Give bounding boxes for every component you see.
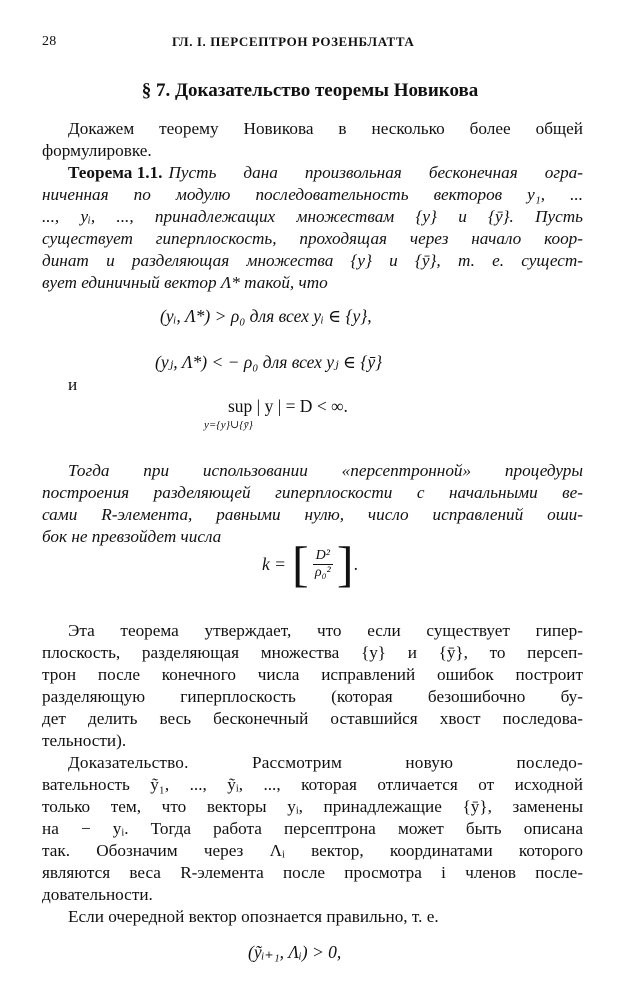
formula-k	[262, 536, 358, 592]
page-number: 28	[42, 34, 57, 49]
remark-line: дет делить весь бесконечный оставшийся хвост последова-	[42, 709, 583, 728]
proof-line: Доказательство. Рассмотрим новую последо-	[68, 753, 583, 772]
formula-sup: sup | y | = D < ∞.	[228, 396, 348, 416]
conclusion-line: Тогда при использовании «персептронной» процедуры	[68, 461, 583, 480]
formula-k-lhs: k =	[262, 553, 286, 574]
theorem-first-line	[68, 162, 583, 184]
remark-line: тельности).	[42, 731, 127, 750]
section-title: § 7. Доказательство теоремы Новикова	[141, 80, 479, 101]
proof-line: так. Обозначим через Λᵢ вектор, координатами которого	[42, 841, 583, 860]
conclusion-line: бок не превзойдет числа	[42, 527, 222, 546]
formula-k-end: .	[353, 553, 358, 574]
proof-line: только тем, что векторы yᵢ, принадлежащие {ȳ}, заменены	[42, 797, 583, 816]
theorem-line: существует гиперплоскость, проходящая через начало коор-	[42, 229, 583, 248]
proof-line: являются веса R-элемента после просмотра i членов после-	[42, 863, 583, 882]
remark-line: плоскость, разделяющая множества {y} и {ȳ}, то персеп-	[42, 643, 583, 662]
theorem-text: Пусть дана произвольная бесконечная огра-	[168, 163, 583, 182]
formula-sup-subscript: y={y}∪{ȳ}	[204, 419, 253, 431]
formula-1: (yᵢ, Λ*) > ρ₀ для всех yᵢ ∈ {y},	[160, 306, 372, 326]
fraction	[313, 548, 333, 581]
left-bracket: [	[291, 536, 309, 592]
fraction-numerator: D²	[313, 548, 333, 565]
fraction-denominator: ρ₀²	[314, 564, 331, 580]
proof-line: на − yᵢ. Тогда работа персептрона может быть описана	[42, 819, 583, 838]
text-line: формулировке.	[42, 141, 152, 160]
right-bracket: ]	[336, 536, 354, 592]
formula-2: (yⱼ, Λ*) < − ρ₀ для всех yⱼ ∈ {ȳ}	[155, 352, 383, 372]
proof-line: довательности.	[42, 885, 153, 904]
theorem-label: Теорема 1.1.	[68, 163, 163, 182]
running-title: ГЛ. I. ПЕРСЕПТРОН РОЗЕНБЛАТТА	[172, 34, 415, 49]
conclusion-line: построения разделяющей гиперплоскости с начальными ве-	[42, 483, 583, 502]
theorem-line: вует единичный вектор Λ* такой, что	[42, 273, 328, 292]
proof-line: вательность ỹ₁, ..., ỹᵢ, ..., которая отличается от исходной	[42, 775, 583, 794]
final-formula: (ỹᵢ₊₁, Λᵢ) > 0,	[248, 942, 342, 962]
theorem-line: ..., yᵢ, ..., принадлежащих множествам {y} и {ȳ}. Пусть	[42, 207, 583, 226]
running-head	[42, 34, 582, 50]
theorem-line: ниченная по модулю последовательность векторов y₁, ...	[42, 185, 583, 204]
remark-line: трон после конечного числа исправлений ошибок построит	[42, 665, 583, 684]
remark-line: разделяющую гиперплоскость (которая безошибочно бу-	[42, 687, 583, 706]
next-sentence: Если очередной вектор опознается правильно, т. е.	[68, 907, 439, 926]
theorem-line: динат и разделяющая множества {y} и {ȳ}, т. е. сущест-	[42, 251, 583, 270]
remark-line: Эта теорема утверждает, что если существует гипер-	[68, 621, 583, 640]
text-line: Докажем теорему Новикова в несколько более общей	[68, 119, 583, 138]
conclusion-line: сами R-элемента, равными нулю, число исправлений оши-	[42, 505, 583, 524]
and-word: и	[68, 375, 78, 394]
